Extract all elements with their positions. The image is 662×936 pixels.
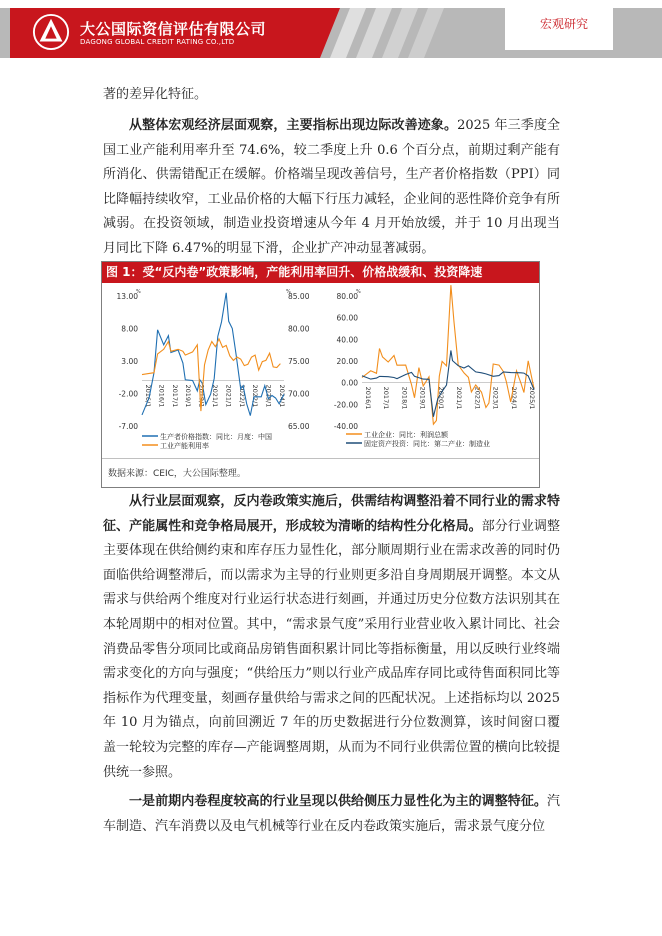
y-tick-label: -20.00 [333,400,358,410]
paragraph-macro [103,114,560,262]
page-header [0,0,662,62]
x-tick-label: 2016/1 [157,384,166,408]
y-left-tick-label: 13.00 [116,292,138,301]
x-tick-label: 2019/1 [418,386,427,410]
y-left-tick-label: -7.00 [118,422,138,431]
figure-title: 图 1：受“反内卷”政策影响，产能利用率回升、价格战缓和、投资降速 [102,262,539,283]
y-right-tick-label: 65.00 [288,422,310,431]
y-tick-label: 20.00 [336,357,358,366]
paragraph-continuation: 著的差异化特征。 [103,87,208,102]
figure-divider [102,458,539,459]
y-tick-label: 40.00 [336,335,358,345]
x-tick-label: 2021/1 [224,384,233,408]
x-tick-label: 2024/1 [509,386,518,410]
header-stripes [300,8,530,58]
paragraph-macro-lead: 从整体宏观经济层面观察，主要指标出现边际改善迹象。 [129,118,458,133]
y-unit: % [356,289,361,295]
x-tick-label: 2022/1 [251,384,260,408]
x-tick-label: 2023/1 [491,386,500,410]
y-tick-label: -40.00 [333,422,358,431]
x-tick-label: 2022/1 [473,386,482,410]
x-tick-label: 2020/1 [436,386,445,410]
chart-profit-investment [324,284,538,458]
y-right-tick-label: 85.00 [288,292,310,301]
x-tick-label: 2021/1 [211,384,219,408]
chart-ppi-capacity [102,284,322,458]
legend-label: 固定资产投资：同比：第二产业：制造业 [364,440,490,448]
legend-label: 工业企业：同比：利润总额 [364,431,448,439]
y-right-tick-label: 80.00 [288,324,310,334]
x-tick-label: 2022/1 [237,384,246,408]
company-name-en: DAGONG GLOBAL CREDIT RATING CO.,LTD [80,38,235,46]
x-tick-label: 2025/1 [528,386,536,410]
paragraph-first-point [103,790,560,839]
dagong-logo-icon [32,13,70,51]
paragraph-industry-body: 部分行业调整主要体现在供给侧约束和库存压力显性化，部分顺周期行业在需求改善的同时仍面临供给调整滞后，而以需求为主导的行业则更多沿自身周期展开调整。本文从需求与供给两个维度对行业运行状态进行刻画，并通过历史分位数方法识别其在本轮周期中的相对位置。其中，“需求景气度”采用行业营业收入累计同比、社会消费品零售分项同比或商品房销售面积累计同比等指标衡量，用以反映行业终端需求变化的方向与强度；“供给压力”则以行业产成品库存同比或待售面积同比等指标作为代理变量，刻画存量供给与需求之间的匹配状况。上述指标均以 2025 年 10 月为锚点，向前回溯近 7 年的历史数据进行分位数测算，该时间窗口覆盖一轮较为完整的库存—产能调整周期，从而为不同行业供需位置的横向比较提供统一参照。 [103,518,560,780]
y-left-tick-label: 3.00 [121,357,138,366]
legend-label: 生产者价格指数：同比：月度：中国 [160,433,272,441]
y-left-tick-label: -2.00 [118,389,138,399]
y-right-tick-label: 70.00 [288,389,310,399]
figure-1 [101,261,540,488]
x-tick-label: 2016/1 [144,384,152,408]
legend-label: 工业产能利用率 [160,442,209,450]
paragraph-macro-body: 2025 年三季度全国工业产能利用率升至 74.6%，较二季度上升 0.6 个百分点，前期过剩产能有所消化、供需错配正在缓解。价格端呈现改善信号，生产者价格指数（PPI）同比降幅持续收窄，工业品价格的大幅下行压力减轻，企业间的恶性降价竞争有所减弱。在投资领域，制造业投资增速从今年 4 月开始放缓，并于 10 月出现当月同比下降 6.47%的明显下滑，企业扩产冲动显著减弱。 [103,118,560,256]
y-tick-label: 80.00 [336,292,358,301]
y-right-unit: % [286,289,291,295]
paragraph-first-point-lead: 一是前期内卷程度较高的行业呈现以供给侧压力显性化为主的调整特征。 [129,794,547,809]
x-tick-label: 2024/1 [278,384,286,408]
x-tick-label: 2017/1 [382,386,391,410]
x-tick-label: 2023/1 [264,384,273,408]
paragraph-industry [103,490,560,785]
x-tick-label: 2019/1 [184,384,193,408]
figure-source: 数据来源：CEIC，大公国际整理。 [108,469,246,479]
y-left-tick-label: 8.00 [121,324,138,334]
x-tick-label: 2018/1 [400,386,409,410]
x-tick-label: 2016/1 [364,386,372,410]
y-left-unit: % [136,289,141,295]
y-right-tick-label: 75.00 [288,357,310,366]
x-tick-label: 2017/1 [170,384,179,408]
x-tick-label: 2019/1 [197,384,206,408]
x-tick-label: 2021/1 [455,386,464,410]
y-tick-label: 60.00 [336,313,358,323]
paragraph-first-point-body: 汽车制造、汽车消费以及电气机械等行业在反内卷政策实施后，需求景气度分位 [103,794,560,834]
company-name-cn: 大公国际资信评估有限公司 [80,20,267,38]
y-tick-label: 0.00 [341,378,358,388]
paragraph-industry-lead: 从行业层面观察，反内卷政策实施后，供需结构调整沿着不同行业的需求特征、产能属性和竞争格局展开，形成较为清晰的结构性分化格局。 [103,494,560,534]
section-label: 宏观研究 [540,17,589,31]
